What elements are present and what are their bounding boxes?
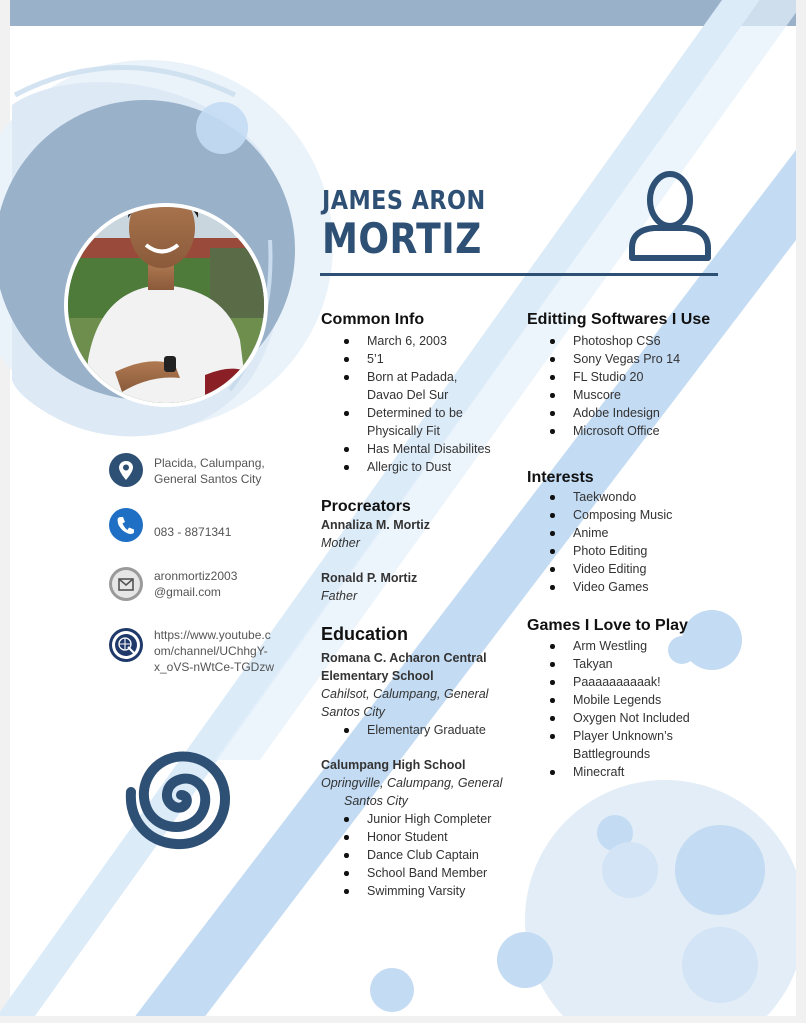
list-item: Video Editing [527,560,672,578]
school-name: Romana C. Acharon Central Elementary School [321,651,487,683]
parent-name: Ronald P. Mortiz [321,571,418,585]
list-item: Determined to be Physically Fit [321,404,491,440]
list-item: Mobile Legends [527,691,690,709]
person-icon [626,170,714,262]
games-title: Games I Love to Play [527,617,688,634]
education-section [321,624,502,900]
software-section [527,311,710,440]
website-text: https://www.youtube.c om/channel/UChhgY- x_oVS-nWtCe-TGDzw [154,628,275,674]
list-item: Allergic to Dust [321,458,491,476]
list-item: Arm Westling [527,637,690,655]
address-text: Placida, Calumpang, General Santos City [154,456,265,486]
interests-title: Interests [527,469,594,486]
list-item: Born at Padada, Davao Del Sur [321,368,491,404]
parent-role: Mother [321,536,360,550]
list-item: School Band Member [321,864,502,882]
list-item: Microsoft Office [527,422,710,440]
list-item: Oxygen Not Included [527,709,690,727]
list-item: Swimming Varsity [321,882,502,900]
email-icon [109,567,143,601]
first-name: JAMES ARON [322,186,486,216]
header-rule [320,273,718,276]
list-item: Dance Club Captain [321,846,502,864]
email-text: aronmortiz2003 @gmail.com [154,569,238,599]
list-item: Photoshop CS6 [527,332,710,350]
education-title: Education [321,624,409,644]
list-item: Honor Student [321,828,502,846]
list-item: Has Mental Disabilites [321,440,491,458]
location-pin-icon [109,453,143,487]
interests-section [527,469,672,596]
list-item: Muscore [527,386,710,404]
list-item: Paaaaaaaaaak! [527,673,690,691]
school-location: Opringville, Calumpang, General Santos City [321,776,503,808]
globe-icon [109,628,143,662]
procreators-title: Procreators [321,498,411,515]
list-item: Junior High Completer [321,810,502,828]
list-item: Taekwondo [527,488,672,506]
software-title: Editting Softwares I Use [527,311,711,328]
list-item: March 6, 2003 [321,332,491,350]
common-info-section [321,311,491,476]
common-info-title: Common Info [321,311,425,328]
spiral-icon [112,726,250,864]
phone-text: 083 - 8871341 [154,525,232,539]
list-item: Anime [527,524,672,542]
list-item: Elementary Graduate [321,721,502,739]
list-item: Photo Editing [527,542,672,560]
list-item: Player Unknown’s Battlegrounds [527,727,690,763]
list-item: Minecraft [527,763,690,781]
list-item: FL Studio 20 [527,368,710,386]
parent-role: Father [321,589,358,603]
list-item: Composing Music [527,506,672,524]
school-location: Cahilsot, Calumpang, General Santos City [321,687,489,719]
school-name: Calumpang High School [321,758,466,772]
last-name: MORTIZ [322,214,482,263]
phone-icon [109,508,143,542]
games-section [527,617,690,781]
procreators-section [321,498,430,605]
parent-name: Annaliza M. Mortiz [321,518,431,532]
list-item: Adobe Indesign [527,404,710,422]
list-item: Sony Vegas Pro 14 [527,350,710,368]
list-item: Takyan [527,655,690,673]
list-item: Video Games [527,578,672,596]
list-item: 5’1 [321,350,491,368]
